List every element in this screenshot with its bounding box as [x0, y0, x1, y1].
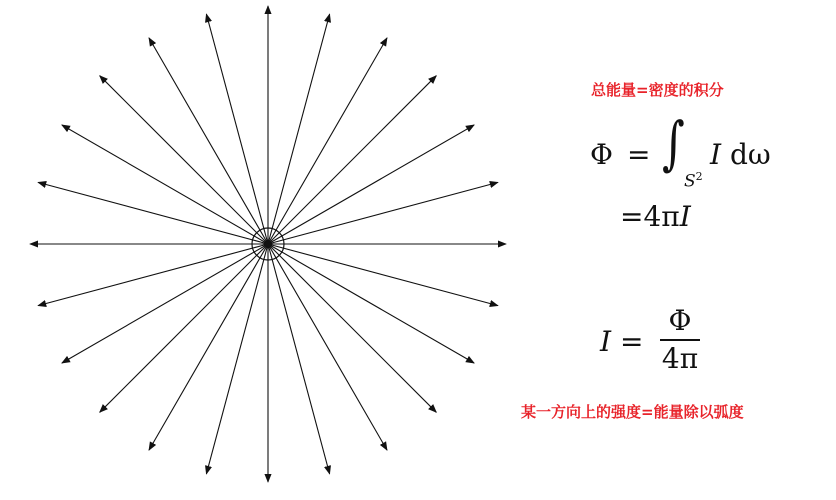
- eq3-fraction: [660, 305, 700, 375]
- ray-arrow: [100, 244, 268, 412]
- eq2-i: I: [679, 200, 691, 233]
- ray-arrow: [38, 182, 268, 244]
- flux-result-equation: [620, 200, 691, 233]
- ray-arrow: [268, 244, 436, 412]
- eq1-equals: =: [627, 138, 651, 171]
- ray-arrow: [62, 125, 268, 244]
- ray-arrow: [268, 38, 387, 244]
- ray-arrow: [206, 14, 268, 244]
- domain-s: S: [684, 171, 696, 192]
- eq3-i: I: [600, 325, 612, 358]
- ray-arrow: [149, 244, 268, 450]
- ray-arrow: [268, 244, 498, 306]
- total-energy-label: 总能量=密度的积分: [591, 81, 724, 99]
- ray-arrow: [268, 125, 474, 244]
- eq3-lhs: [600, 325, 643, 358]
- eq1-phi: Φ: [590, 138, 613, 171]
- eq3-fraction-bar: [660, 339, 700, 341]
- eq3-denominator: 4π: [661, 341, 699, 375]
- integrand: [710, 138, 771, 171]
- domain-exponent: 2: [695, 170, 703, 183]
- ray-arrow: [268, 182, 498, 244]
- ray-arrow: [149, 38, 268, 244]
- eq3-numerator: Φ: [668, 304, 692, 337]
- ray-arrow: [268, 244, 330, 474]
- source-center: [264, 240, 272, 248]
- integrand-domega: dω: [721, 138, 771, 171]
- ray-arrow: [268, 244, 387, 450]
- ray-arrow: [268, 76, 436, 244]
- ray-arrow: [38, 244, 268, 306]
- intensity-label: 某一方向上的强度=能量除以弧度: [521, 403, 744, 421]
- eq3-equals: =: [611, 325, 644, 358]
- ray-arrow: [100, 76, 268, 244]
- ray-arrow: [206, 244, 268, 474]
- eq2-equals-4pi: =4π: [620, 200, 680, 233]
- ray-arrow: [268, 14, 330, 244]
- integrand-i: I: [710, 138, 722, 171]
- integral-domain: [684, 170, 703, 192]
- ray-arrow: [268, 244, 474, 363]
- ray-arrow: [62, 244, 268, 363]
- integral-sign: ∫: [662, 109, 685, 177]
